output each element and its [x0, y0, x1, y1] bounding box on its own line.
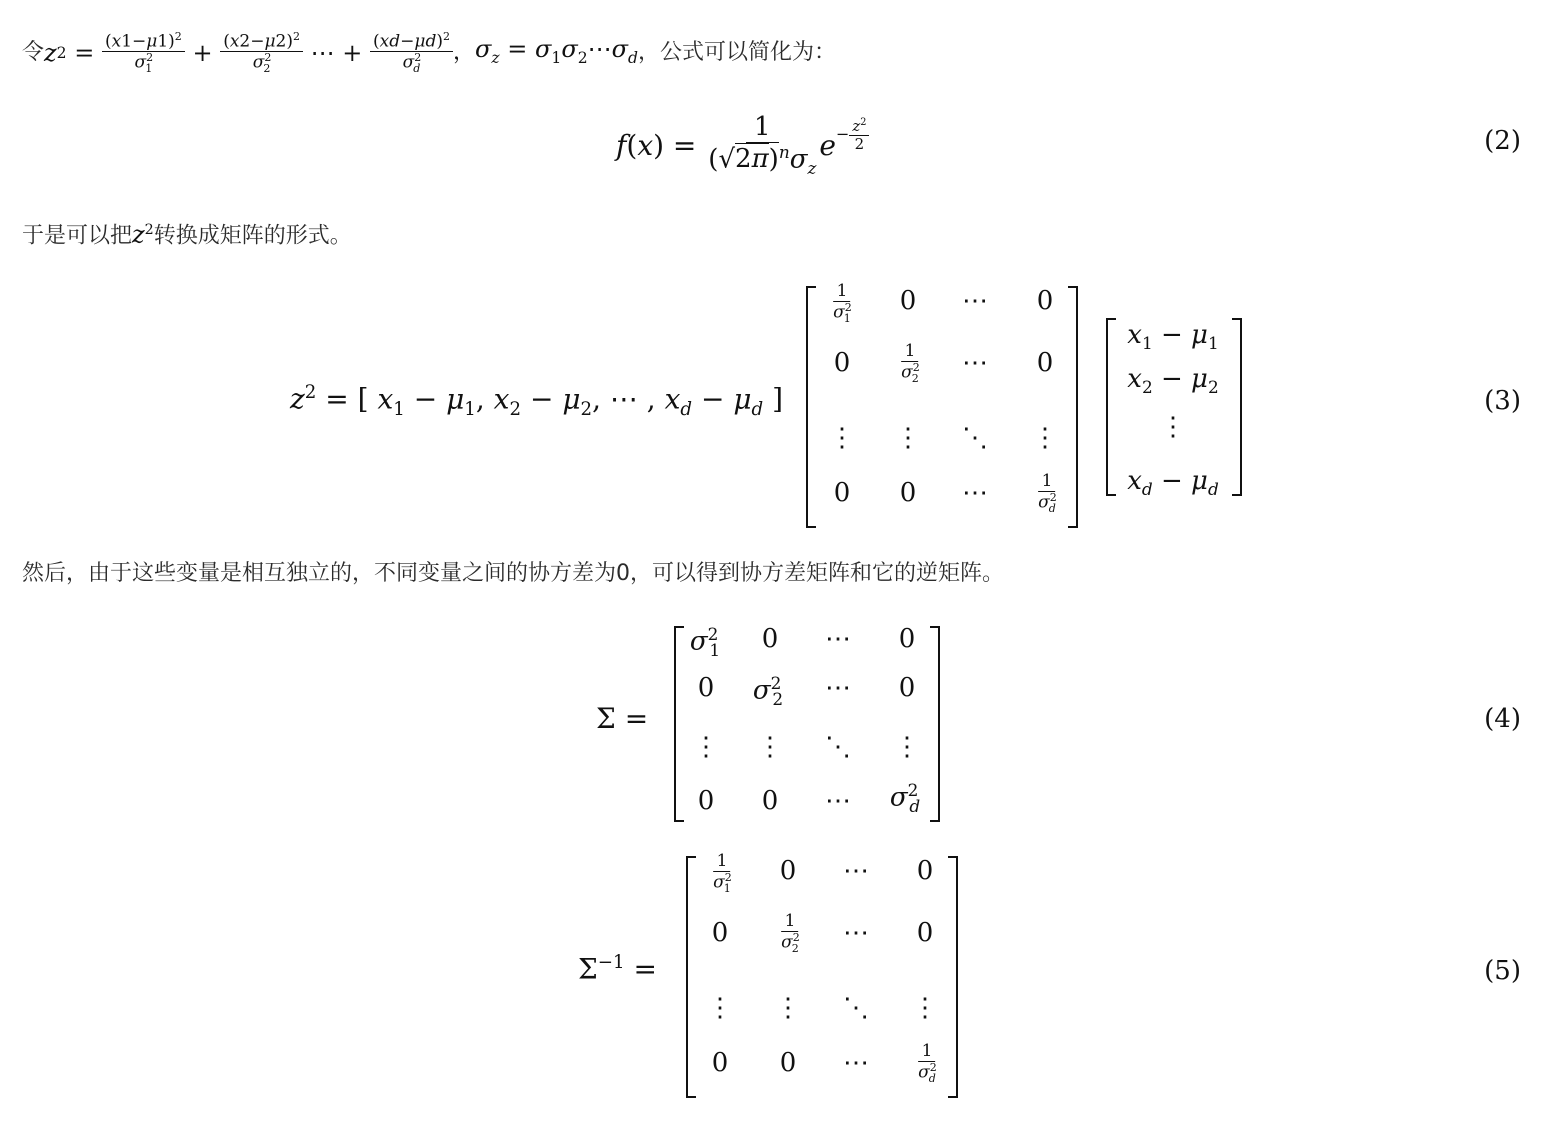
matrix-entry: ⋱ — [825, 732, 851, 762]
vector-right-bracket — [1232, 318, 1242, 496]
matrix-entry: $\frac{1}{\sigma^2_1}$ — [833, 281, 852, 325]
matrix-entry: $x_1 - \mu_1$ — [1127, 320, 1219, 354]
covariance-label: Σ = — [596, 702, 649, 735]
matrix-entry: 0 — [779, 1048, 797, 1078]
matrix-entry: 0 — [1036, 348, 1054, 378]
equation-2 — [0, 100, 1543, 190]
matrix-entry: ⋯ — [825, 673, 851, 703]
matrix-entry: 0 — [779, 856, 797, 886]
equation-4 — [0, 620, 1543, 826]
matrix-entry: 0 — [1036, 286, 1054, 316]
matrix-entry: ⋯ — [825, 786, 851, 816]
matrix-entry: $\sigma^2_d$ — [889, 780, 921, 816]
paragraph-covariance: 然后，由于这些变量是相互独立的，不同变量之间的协方差为0，可以得到协方差矩阵和它的逆矩阵。 — [22, 561, 1005, 586]
matrix-entry: 0 — [899, 478, 917, 508]
inverse-left-bracket — [686, 856, 696, 1098]
matrix-entry: ⋯ — [843, 1048, 869, 1078]
matrix-entry: $\frac{1}{\sigma^2_2}$ — [901, 341, 920, 385]
matrix-entry: $\frac{1}{\sigma^2_d}$ — [1038, 471, 1057, 515]
matrix-entry: ⋯ — [843, 918, 869, 948]
matrix-entry: ⋯ — [825, 624, 851, 654]
matrix-entry: ⋮ — [693, 732, 719, 762]
matrix-entry: 0 — [899, 286, 917, 316]
matrix-entry: ⋮ — [775, 993, 801, 1023]
inverse-covariance-label: $\Sigma^{-1}$ = — [578, 952, 657, 986]
matrix-entry: $\sigma^2_2$ — [752, 673, 784, 709]
equation-number-5: (5) — [1484, 956, 1521, 986]
equation-number-4: (4) — [1484, 704, 1521, 734]
matrix-left-bracket — [806, 286, 816, 528]
matrix-entry: 0 — [711, 918, 729, 948]
matrix-right-bracket — [1068, 286, 1078, 528]
matrix-entry: ⋯ — [962, 478, 988, 508]
matrix-entry: ⋮ — [1160, 412, 1186, 442]
covariance-left-bracket — [674, 626, 684, 822]
paragraph-definition: 令 z 2 = $\frac{(x1-\mu 1)^2}{\sigma^2_1}$ + $\frac{(x2-\mu 2)^2}{\sigma^2_2}$ ⋯ + $\frac{(xd-\mu d)^2}{\sigma^2_d}$ ， $\sigma_z$ = $\sigma_1\sigma_2\cdots\sigma_d$ ，公式可以简化为： — [22, 29, 837, 76]
matrix-entry: $\frac{1}{\sigma^2_2}$ — [781, 911, 800, 955]
matrix-entry: 0 — [833, 348, 851, 378]
matrix-entry: $x_d - \mu_d$ — [1127, 466, 1219, 500]
equation-3 — [0, 280, 1543, 530]
matrix-entry: 0 — [898, 624, 916, 654]
matrix-entry: ⋯ — [962, 348, 988, 378]
vector-left-bracket — [1106, 318, 1116, 496]
gaussian-density-formula: f ( x ) = $\frac{1}{(√2\pi)^n\sigma_z}$ e $^{- \frac{z^2}{2}}$ — [616, 100, 869, 190]
matrix-entry: ⋯ — [843, 856, 869, 886]
matrix-entry: 0 — [916, 918, 934, 948]
definition-suffix: ，公式可以简化为： — [638, 40, 837, 65]
matrix-entry: ⋮ — [912, 993, 938, 1023]
matrix-entry: ⋱ — [843, 993, 869, 1023]
matrix-entry: ⋮ — [757, 732, 783, 762]
equation-number-2: (2) — [1484, 126, 1521, 156]
paragraph-matrix-intro: 于是可以把$z^2$转换成矩阵的形式。 — [22, 220, 352, 249]
matrix-entry: $x_2 - \mu_2$ — [1127, 364, 1219, 398]
matrix-intro-prefix: 于是可以把 — [22, 223, 133, 249]
matrix-entry: 0 — [697, 786, 715, 816]
definition-prefix: 令 — [22, 40, 45, 65]
matrix-entry: ⋮ — [894, 732, 920, 762]
inline-z-squared-definition: z 2 = $\frac{(x1-\mu 1)^2}{\sigma^2_1}$ + $\frac{(x2-\mu 2)^2}{\sigma^2_2}$ ⋯ + $\frac{(xd-\mu d)^2}{\sigma^2_d}$ — [44, 31, 453, 76]
matrix-entry: 0 — [697, 673, 715, 703]
inline-sigma-z-definition: $\sigma_z$ = $\sigma_1\sigma_2\cdots\sigma_d$ — [475, 34, 639, 67]
matrix-entry: 0 — [761, 786, 779, 816]
matrix-entry: 0 — [916, 856, 934, 886]
matrix-entry: ⋮ — [895, 423, 921, 453]
matrix-entry: ⋱ — [962, 423, 988, 453]
matrix-entry: 0 — [761, 624, 779, 654]
matrix-entry: ⋮ — [1032, 423, 1058, 453]
matrix-entry: ⋮ — [829, 423, 855, 453]
inverse-right-bracket — [948, 856, 958, 1098]
matrix-entry: 0 — [711, 1048, 729, 1078]
covariance-right-bracket — [930, 626, 940, 822]
matrix-entry: 0 — [833, 478, 851, 508]
equation-number-3: (3) — [1484, 386, 1521, 416]
matrix-entry: ⋮ — [707, 993, 733, 1023]
matrix-entry: 0 — [898, 673, 916, 703]
matrix-entry: $\frac{1}{\sigma^2_d}$ — [918, 1041, 937, 1085]
matrix-intro-suffix: 转换成矩阵的形式。 — [153, 223, 352, 249]
matrix-entry: $\frac{1}{\sigma^2_1}$ — [713, 851, 732, 895]
z-squared-row-vector: $z^2$ = [ $x_1 - \mu_1$, $x_2 - \mu_2$, ⋯ , $x_d - \mu_d$ ] — [290, 382, 784, 420]
matrix-entry: ⋯ — [962, 286, 988, 316]
equation-5 — [0, 850, 1543, 1100]
matrix-entry: $\sigma^2_1$ — [689, 624, 721, 660]
